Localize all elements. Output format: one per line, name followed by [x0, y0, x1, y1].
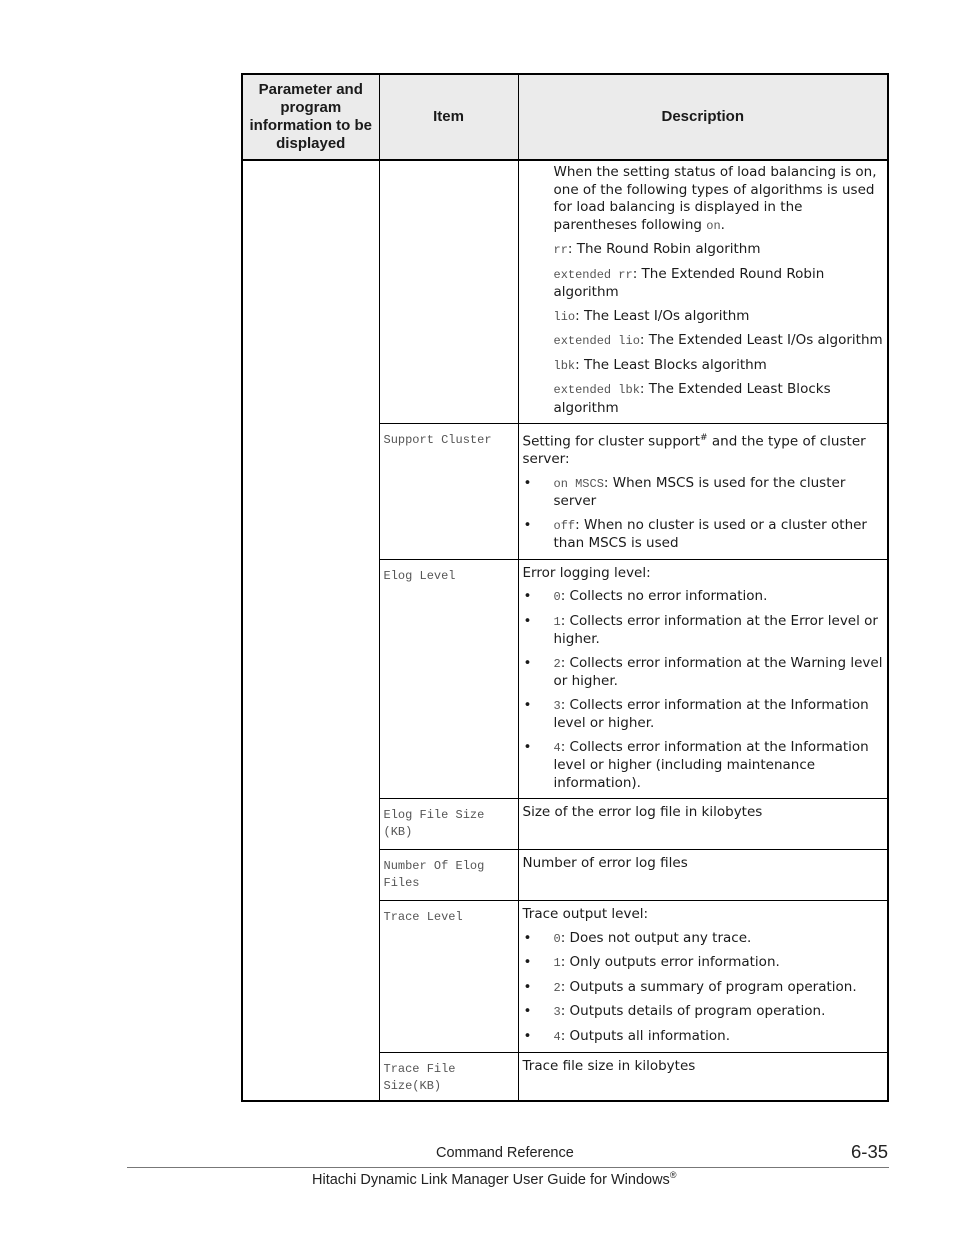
algorithm-entry: lio: The Least I/Os algorithm: [553, 307, 750, 324]
algorithm-entry: lbk: The Least Blocks algorithm: [553, 356, 767, 373]
header-description: Description: [518, 74, 888, 160]
table-row-load-balancing-algorithms: [242, 160, 888, 424]
item-number-of-elog-files: Number Of Elog Files: [379, 850, 518, 901]
bullet-item: • 0: Collects no error information.: [523, 588, 768, 604]
bullet-item: • on MSCS: When MSCS is used for the cluster server: [523, 474, 846, 509]
header-parameter: Parameter and program information to be displayed: [242, 74, 379, 160]
bullet-item: • 2: Collects error information at the Warning level or higher.: [523, 654, 883, 689]
item-cell-empty: [379, 160, 518, 424]
header-item: Item: [379, 74, 518, 160]
algorithm-entry: rr: The Round Robin algorithm: [553, 241, 761, 257]
description-number-of-elog-files: Number of error log files: [518, 850, 888, 901]
page-number: 6-35: [851, 1141, 889, 1162]
bullet-item: • 1: Only outputs error information.: [523, 954, 780, 970]
bullet-item: • 4: Collects error information at the Information level or higher (including maintenance information).: [523, 738, 869, 791]
trademark-symbol: ®: [669, 1170, 677, 1180]
algorithm-entry: extended lio: The Extended Least I/Os algorithm: [553, 332, 883, 348]
description-elog-file-size: Size of the error log file in kilobytes: [518, 799, 888, 850]
bullet-item: • 4: Outputs all information.: [523, 1027, 731, 1044]
command-reference-table: [241, 73, 889, 1102]
item-elog-file-size: Elog File Size (KB): [379, 799, 518, 850]
item-elog-level: Elog Level: [379, 559, 518, 799]
bullet-item: • off: When no cluster is used or a cluster other than MSCS is used: [523, 516, 867, 551]
item-trace-file-size: Trace File Size(KB): [379, 1053, 518, 1102]
load-balancing-intro: When the setting status of load balancing is on, one of the following types of algorithms is used for load balancing is displayed in the parentheses following on.: [553, 164, 877, 233]
footer-section-title: Command Reference: [436, 1145, 574, 1161]
footer-book-title: Hitachi Dynamic Link Manager User Guide for Windows®: [312, 1170, 677, 1188]
bullet-item: • 3: Outputs details of program operation.: [523, 1003, 826, 1019]
bullet-item: • 2: Outputs a summary of program operation.: [523, 978, 857, 995]
parameter-cell: [242, 160, 379, 1101]
description-trace-file-size: Trace file size in kilobytes: [518, 1053, 888, 1102]
code-on: on: [706, 218, 721, 233]
description-trace-level: Trace output level: • 0: Does not output any trace. • 1: Only outputs error information. • 2: Outputs a summary of program operation. • 3: Outputs details of program operation. • 4: Outputs all information.: [518, 901, 888, 1053]
description-support-cluster: Setting for cluster support# and the type of cluster server: • on MSCS: When MSCS is used for the cluster server • off: When no cluster is used or a cluster other than MSCS is used: [518, 424, 888, 560]
item-trace-level: Trace Level: [379, 901, 518, 1053]
table-header-row: [242, 74, 888, 160]
algorithm-entry: extended rr: The Extended Round Robin algorithm: [553, 265, 825, 300]
bullet-item: • 3: Collects error information at the Information level or higher.: [523, 696, 869, 731]
item-support-cluster: Support Cluster: [379, 424, 518, 560]
bullet-item: • 1: Collects error information at the Error level or higher.: [523, 612, 878, 647]
description-cell: [518, 160, 888, 424]
description-elog-level: Error logging level: • 0: Collects no error information. • 1: Collects error information at the Error level or higher. • 2: Collects error information at the Warning level or higher. • 3: Collects error information at the Information level or higher. • 4: Collects error information at the Information level or higher (including maintenance information).: [518, 559, 888, 799]
algorithm-entry: extended lbk: The Extended Least Blocks algorithm: [553, 381, 831, 416]
bullet-item: • 0: Does not output any trace.: [523, 929, 752, 946]
footer-divider: [127, 1167, 889, 1168]
